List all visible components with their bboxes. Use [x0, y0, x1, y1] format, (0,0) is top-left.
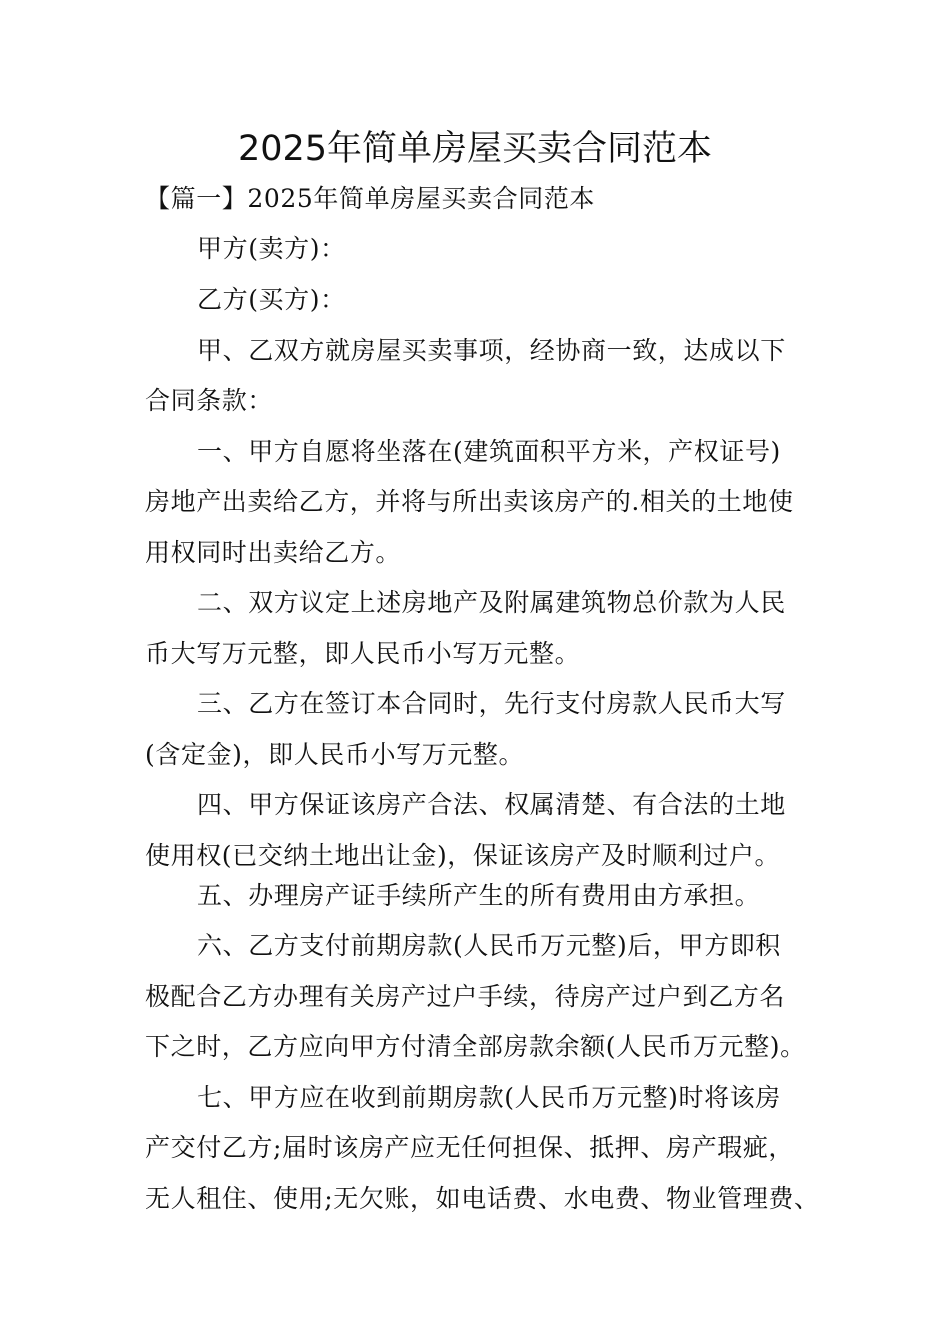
clause-4-line: 四、甲方保证该房产合法、权属清楚、有合法的土地: [197, 790, 786, 819]
clause-6-line: 下之时，乙方应向甲方付清全部房款余额(人民币万元整)。: [145, 1032, 806, 1061]
party-b-line: 乙方(买方)：: [197, 285, 346, 314]
clause-1-line: 一、甲方自愿将坐落在(建筑面积平方米，产权证号): [197, 437, 781, 466]
party-a-line: 甲方(卖方)：: [197, 234, 346, 263]
clause-3-line: (含定金)，即人民币小写万元整。: [145, 740, 525, 769]
body-line: 甲、乙双方就房屋买卖事项，经协商一致，达成以下: [197, 336, 786, 365]
clause-6-line: 六、乙方支付前期房款(人民币万元整)后，甲方即积: [197, 931, 781, 960]
clause-1-line: 用权同时出卖给乙方。: [145, 538, 402, 567]
clause-6-line: 极配合乙方办理有关房产过户手续，待房产过户到乙方名: [145, 982, 786, 1011]
clause-1-line: 房地产出卖给乙方，并将与所出卖该房产的.相关的土地使: [145, 487, 794, 516]
clause-7-line: 无人租住、使用;无欠账，如电话费、水电费、物业管理费、: [145, 1184, 820, 1213]
clause-7-line: 产交付乙方;届时该房产应无任何担保、抵押、房产瑕疵，: [145, 1133, 795, 1162]
clause-2-line: 币大写万元整，即人民币小写万元整。: [145, 639, 581, 668]
section-heading: 【篇一】2025年简单房屋买卖合同范本: [145, 184, 596, 213]
clause-2-line: 二、双方议定上述房地产及附属建筑物总价款为人民: [197, 588, 786, 617]
document-title: 2025年简单房屋买卖合同范本: [237, 129, 713, 169]
clause-3-line: 三、乙方在签订本合同时，先行支付房款人民币大写: [197, 689, 786, 718]
clause-7-line: 七、甲方应在收到前期房款(人民币万元整)时将该房: [197, 1083, 781, 1112]
body-line: 合同条款：: [145, 386, 274, 415]
clause-5-line: 五、办理房产证手续所产生的所有费用由方承担。: [197, 881, 761, 910]
clause-4-line: 使用权(已交纳土地出让金)，保证该房产及时顺利过户。: [145, 841, 781, 870]
